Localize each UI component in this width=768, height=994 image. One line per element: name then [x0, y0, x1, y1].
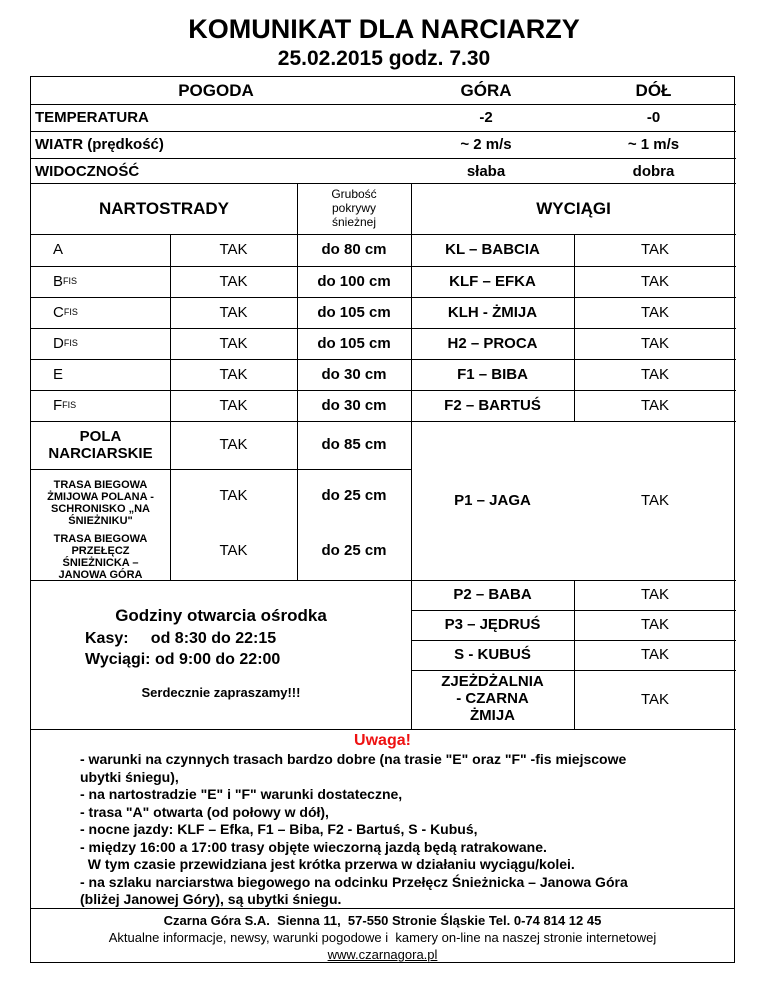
- slope-status: TAK: [219, 303, 248, 321]
- notice-line: (bliżej Janowej Góry), są ubytki śniegu.: [80, 891, 342, 907]
- notice-line: W tym czasie przewidziana jest krótka przerwa w działaniu wyciągu/kolei.: [80, 856, 575, 872]
- slope-name: E: [53, 365, 64, 383]
- slope-name: A: [53, 241, 64, 259]
- lift-status: TAK: [640, 272, 670, 290]
- lift-status: TAK: [640, 646, 670, 664]
- notice-title: Uwaga!: [354, 732, 411, 749]
- notice-list: [80, 751, 720, 909]
- lift-name: KLF – EFKA: [449, 272, 536, 290]
- slope-name: POLA NARCIARSKIE: [48, 427, 153, 462]
- notice-line: - warunki na czynnych trasach bardzo dobre (na trasie "E" oraz "F" -fis miejscowe: [80, 751, 627, 767]
- weather-label: WIATR (prędkość): [35, 136, 164, 154]
- slopes-header: NARTOSTRADY: [98, 199, 230, 219]
- slope-snow-depth: do 30 cm: [321, 365, 387, 383]
- slope-snow-depth: do 100 cm: [317, 272, 391, 290]
- footer-info: Aktualne informacje, newsy, warunki pogodowe i kamery on-line na naszej stronie internetowej: [108, 930, 657, 945]
- report-date: 25.02.2015 godz. 7.30: [277, 47, 491, 70]
- slope-status: TAK: [219, 542, 248, 560]
- lift-status: TAK: [640, 690, 670, 708]
- slope-name: TRASA BIEGOWA ŻMIJOWA POLANA - SCHRONISKO „NA ŚNIEŻNIKU": [47, 478, 154, 528]
- hours-lifts: Wyciągi: od 9:00 do 22:00: [85, 651, 281, 668]
- weather-header: POGODA: [178, 80, 254, 100]
- slope-snow-depth: do 80 cm: [321, 241, 387, 259]
- lift-status: TAK: [640, 334, 670, 352]
- notice-line: ubytki śniegu),: [80, 768, 179, 785]
- weather-label: WIDOCZNOŚĆ: [35, 162, 140, 180]
- lift-name: P3 – JĘDRUŚ: [444, 616, 541, 634]
- weather-top-value: słaba: [466, 162, 506, 180]
- lift-name: F2 – BARTUŚ: [444, 396, 541, 414]
- lift-status: TAK: [640, 303, 670, 321]
- lift-name: S - KUBUŚ: [454, 646, 531, 664]
- notice-line: - nocne jazdy: KLF – Efka, F1 – Biba, F2 - Bartuś, S - Kubuś,: [80, 821, 478, 837]
- weather-top-value: ~ 2 m/s: [460, 136, 512, 154]
- slope-name: C FIS: [53, 303, 78, 321]
- lift-name: P2 – BABA: [453, 586, 532, 604]
- lift-name: KLH - ŻMIJA: [447, 303, 538, 321]
- slope-status: TAK: [219, 365, 248, 383]
- slope-snow-depth: do 25 cm: [321, 542, 387, 560]
- weather-top-value: -2: [479, 109, 493, 127]
- slope-status: TAK: [219, 487, 248, 505]
- slope-status: TAK: [219, 241, 248, 259]
- website-link[interactable]: www.czarnagora.pl: [327, 947, 438, 962]
- lift-status: TAK: [640, 241, 670, 259]
- slope-snow-depth: do 25 cm: [321, 487, 387, 505]
- weather-bottom-value: dobra: [632, 162, 675, 180]
- lift-name: ZJEŻDŻALNIA - CZARNA ŻMIJA: [441, 673, 544, 724]
- weather-bottom-header: DÓŁ: [635, 80, 672, 100]
- slope-name: F FIS: [53, 396, 77, 414]
- page-title: KOMUNIKAT DLA NARCIARZY: [188, 14, 580, 44]
- lifts-header: WYCIĄGI: [536, 199, 611, 219]
- slope-status: TAK: [219, 272, 248, 290]
- slope-snow-depth: do 105 cm: [317, 303, 391, 321]
- hours-cash: Kasy: od 8:30 do 22:15: [85, 630, 277, 647]
- lift-name: H2 – PROCA: [447, 334, 538, 352]
- weather-top-header: GÓRA: [460, 80, 512, 100]
- slope-name: B FIS: [53, 272, 78, 290]
- lift-status: TAK: [640, 586, 670, 604]
- snow-depth-header: Grubość pokrywy śnieżnej: [331, 187, 377, 229]
- weather-bottom-value: ~ 1 m/s: [627, 136, 680, 154]
- lift-status: TAK: [640, 365, 670, 383]
- lift-name: F1 – BIBA: [457, 365, 528, 383]
- slope-status: TAK: [219, 396, 248, 414]
- slope-status: TAK: [219, 334, 248, 352]
- notice-line: - na nartostradzie "E" i "F" warunki dostateczne,: [80, 786, 403, 802]
- notice-line: - między 16:00 a 17:00 trasy objęte wieczorną jazdą będą ratrakowane.: [80, 838, 547, 855]
- lift-status: TAK: [640, 396, 670, 414]
- weather-label: TEMPERATURA: [35, 109, 149, 127]
- weather-bottom-value: -0: [646, 109, 661, 127]
- slope-snow-depth: do 105 cm: [317, 334, 391, 352]
- footer-company: Czarna Góra S.A. Sienna 11, 57-550 Stronie Śląskie Tel. 0-74 814 12 45: [163, 913, 602, 928]
- footer-website: [30, 946, 735, 963]
- lift-name: KL – BABCIA: [445, 241, 540, 259]
- notice-line: - na szlaku narciarstwa biegowego na odcinku Przełęcz Śnieżnicka – Janowa Góra: [80, 873, 628, 890]
- slope-name: D FIS: [53, 334, 78, 352]
- lift-name: P1 – JAGA: [454, 492, 531, 510]
- slope-status: TAK: [219, 436, 248, 454]
- slope-snow-depth: do 30 cm: [321, 396, 387, 414]
- lift-status: TAK: [640, 616, 670, 634]
- notice-line: - trasa "A" otwarta (od połowy w dół),: [80, 803, 329, 820]
- invite-text: Serdecznie zapraszamy!!!: [141, 685, 301, 700]
- slope-name: TRASA BIEGOWA PRZEŁĘCZ ŚNIEŻNICKA – JANOWA GÓRA: [53, 532, 148, 582]
- slope-snow-depth: do 85 cm: [321, 436, 387, 454]
- lift-status: TAK: [640, 492, 670, 510]
- hours-title: Godziny otwarcia ośrodka: [115, 606, 327, 625]
